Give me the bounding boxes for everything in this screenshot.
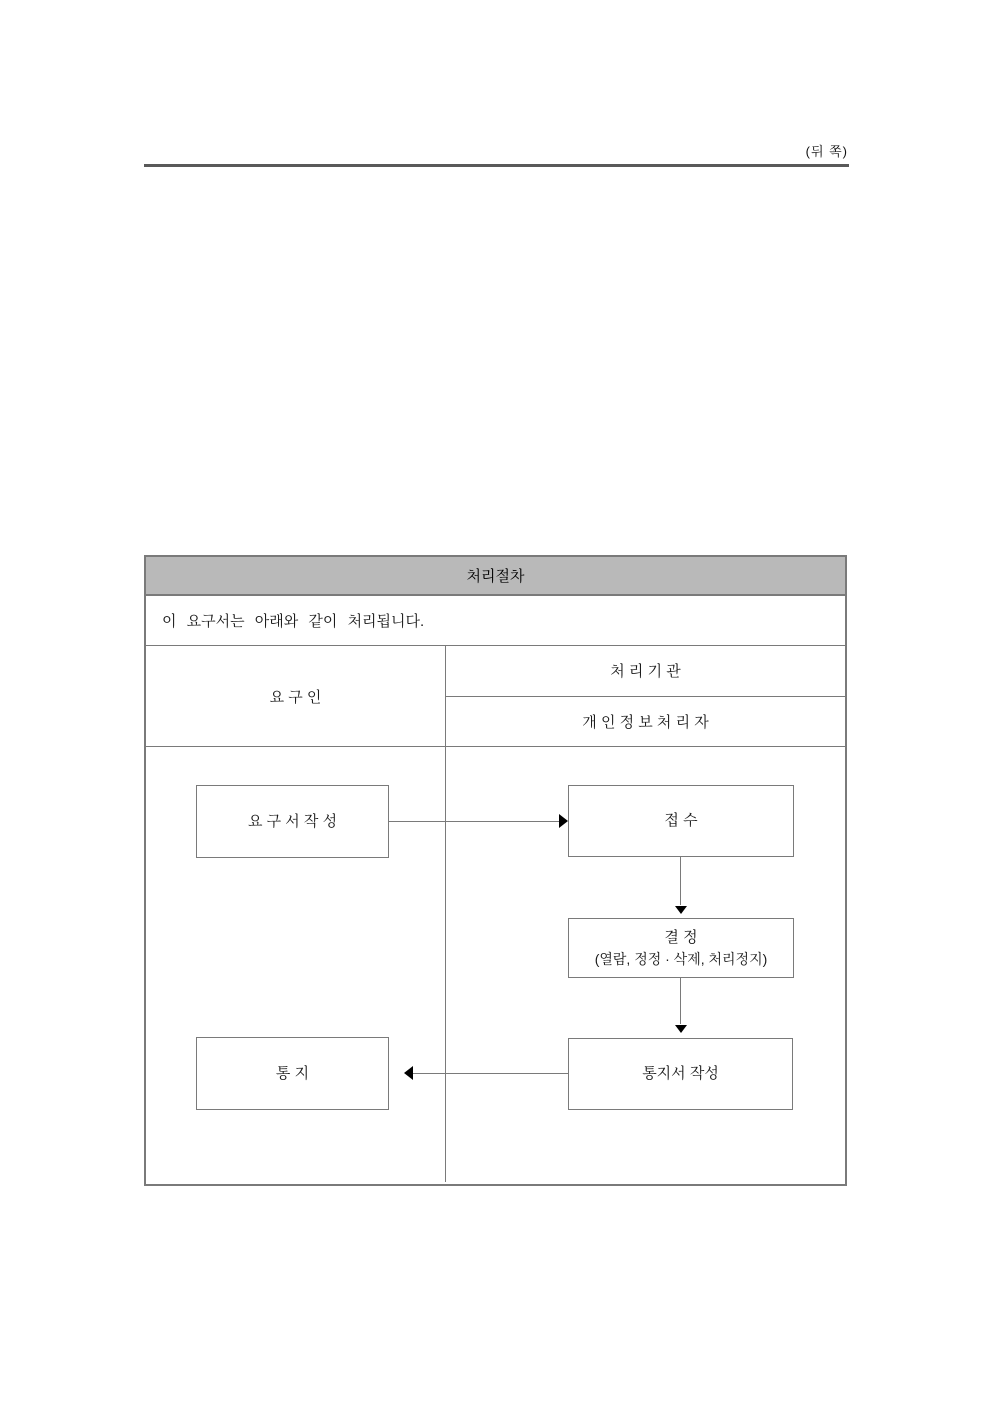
requester-header-cell: [146, 646, 446, 746]
connector-receipt-to-decision: [680, 857, 681, 905]
personal-info-processor-cell: [446, 697, 845, 747]
decision-label: 결 정: [664, 928, 698, 946]
flowchart-column-divider: [445, 747, 446, 1182]
decision-sublabel: (열람, 정정 · 삭제, 처리정지): [594, 950, 768, 967]
back-side-label: (뒤 쪽): [805, 144, 848, 159]
arrow-left-icon: [404, 1066, 413, 1080]
top-horizontal-rule: [144, 164, 849, 167]
request-form-box: [196, 785, 389, 858]
arrow-down-icon-2: [675, 1025, 687, 1033]
connector-noticedoc-to-notice: [413, 1073, 568, 1074]
receipt-label: 접 수: [664, 812, 698, 830]
processing-agency-cell: [446, 646, 845, 697]
column-header-row: [146, 646, 845, 747]
intro-text: 이 요구서는 아래와 같이 처리됩니다.: [162, 613, 425, 630]
notice-label: 통 지: [275, 1064, 310, 1082]
notice-box: [196, 1037, 389, 1110]
receipt-box: [568, 785, 794, 857]
processing-agency-label: 처 리 기 관: [610, 663, 681, 681]
connector-decision-to-noticedoc: [680, 978, 681, 1024]
arrow-right-icon: [559, 814, 568, 828]
decision-box: [568, 918, 794, 978]
personal-info-processor-label: 개 인 정 보 처 리 자: [582, 713, 709, 731]
connector-request-to-receipt: [389, 821, 560, 822]
arrow-down-icon: [675, 906, 687, 914]
notice-doc-label: 통지서 작성: [642, 1065, 719, 1083]
table-title: 처리절차: [466, 568, 525, 585]
requester-header-label: 요 구 인: [269, 688, 322, 706]
request-form-label: 요 구 서 작 성: [247, 812, 338, 830]
agency-header-cell: [446, 646, 845, 746]
procedure-table: [144, 555, 847, 1186]
notice-doc-box: [568, 1038, 793, 1110]
table-intro-row: [146, 596, 845, 646]
table-title-row: [146, 557, 845, 596]
